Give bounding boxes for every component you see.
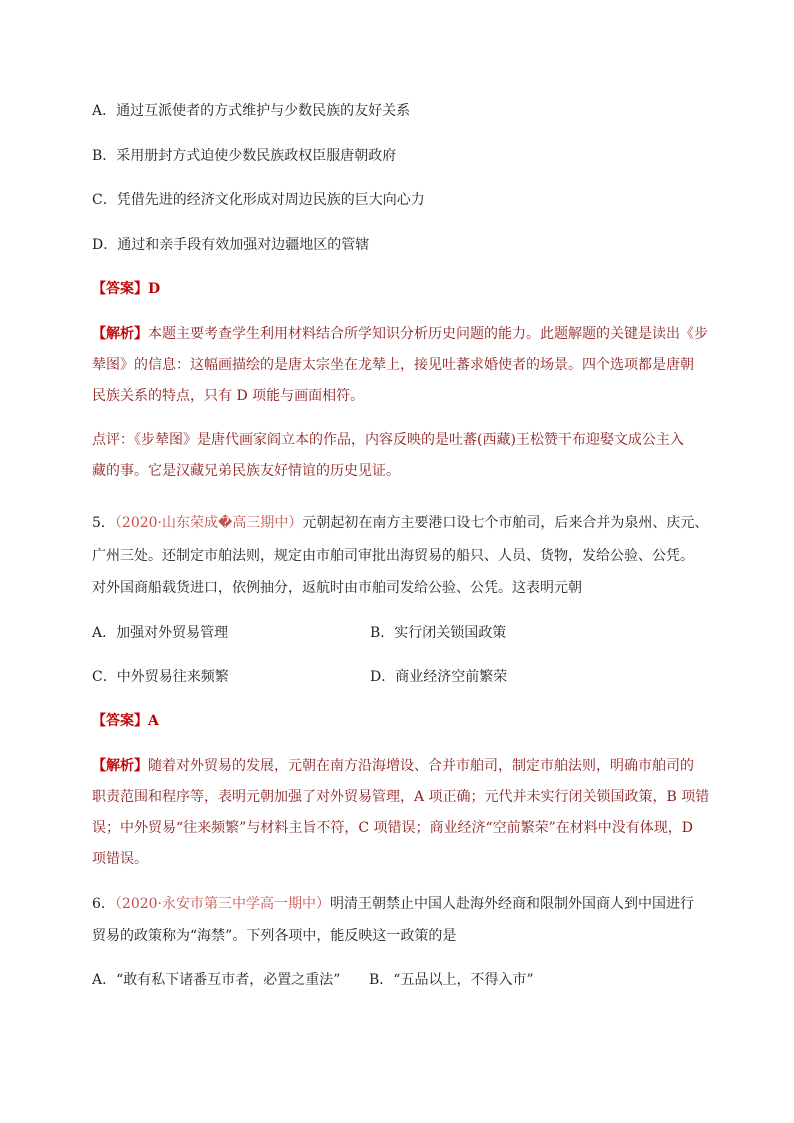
q6-option-b: B．“五品以上，不得入市” xyxy=(369,972,534,988)
q5-stem-line-2: 广州三处。还制定市舶法则，规定由市舶司审批出海贸易的船只、人员、货物，发给公验、公凭。 xyxy=(92,548,694,564)
q5-option-d: D．商业经济空前繁荣 xyxy=(370,669,508,685)
answer-value: D xyxy=(148,281,161,297)
q5-stem-line-1 xyxy=(92,513,708,533)
q5-option-a: A．加强对外贸易管理 xyxy=(92,625,229,641)
question-number: 6． xyxy=(92,896,115,912)
q4-answer xyxy=(92,279,160,299)
q4-option-b: B．采用册封方式迫使少数民族政权臣服唐朝政府 xyxy=(92,148,397,164)
q5-analysis-line-3: 误；中外贸易“往来频繁”与材料主旨不符，C 项错误；商业经济“空前繁荣”在材料中没有体现，D xyxy=(92,820,694,836)
q5-option-b: B．实行闭关锁国政策 xyxy=(370,625,507,641)
q4-option-d: D．通过和亲手段有效加强对边疆地区的管辖 xyxy=(92,237,370,253)
question-source: （2020·永安市第三中学高一期中） xyxy=(114,896,331,912)
answer-tag: 【答案】 xyxy=(92,281,148,297)
analysis-tag: 【解析】 xyxy=(92,758,148,774)
question-source: （2020·山东荣成�高三期中） xyxy=(114,515,303,531)
q6-stem-line-1 xyxy=(92,894,694,914)
q4-comment-line-1: 点评：《步辇图》是唐代画家阎立本的作品，内容反映的是吐蕃(西藏)王松赞干布迎娶文成公主入 xyxy=(92,432,684,448)
q5-answer xyxy=(92,711,159,731)
q5-stem-line-3: 对外国商船载货进口，依例抽分，返航时由市舶司发给公验、公凭。这表明元朝 xyxy=(92,580,582,596)
q4-comment-line-2: 藏的事。它是汉藏兄弟民族友好情谊的历史见证。 xyxy=(92,463,400,479)
q5-analysis-line-4: 项错误。 xyxy=(92,851,148,867)
q4-option-c: C．凭借先进的经济文化形成对周边民族的巨大向心力 xyxy=(92,192,425,208)
q4-option-a: A．通过互派使者的方式维护与少数民族的友好关系 xyxy=(92,103,411,119)
q6-stem-line-2: 贸易的政策称为“海禁”。下列各项中，能反映这一政策的是 xyxy=(92,928,457,944)
analysis-text: 随着对外贸易的发展，元朝在南方沿海增设、合并市舶司，制定市舶法则，明确市舶司的 xyxy=(148,758,694,774)
q4-analysis-line-1 xyxy=(92,324,708,344)
q5-option-c: C．中外贸易往来频繁 xyxy=(92,669,229,685)
q4-analysis-line-3: 民族关系的特点，只有 D 项能与画面相符。 xyxy=(92,388,365,404)
answer-tag: 【答案】 xyxy=(92,713,148,729)
question-number: 5． xyxy=(92,515,115,531)
analysis-tag: 【解析】 xyxy=(92,326,148,342)
q6-option-a: A．“敢有私下诸番互市者，必置之重法” xyxy=(92,972,341,988)
q5-analysis-line-2: 职责范围和程序等，表明元朝加强了对外贸易管理，A 项正确；元代并未实行闭关锁国政策，B 项错 xyxy=(92,789,710,805)
q4-analysis-line-2: 辇图》的信息：这幅画描绘的是唐太宗坐在龙辇上，接见吐蕃求婚使者的场景。四个选项都是唐朝 xyxy=(92,357,694,373)
question-text: 明清王朝禁止中国人赴海外经商和限制外国商人到中国进行 xyxy=(330,896,695,912)
analysis-text: 本题主要考查学生利用材料结合所学知识分析历史问题的能力。此题解题的关键是读出《步 xyxy=(148,326,708,342)
answer-value: A xyxy=(148,713,159,729)
q5-analysis-line-1 xyxy=(92,756,694,776)
question-text: 元朝起初在南方主要港口设七个市舶司，后来合并为泉州、庆元、 xyxy=(302,515,709,531)
